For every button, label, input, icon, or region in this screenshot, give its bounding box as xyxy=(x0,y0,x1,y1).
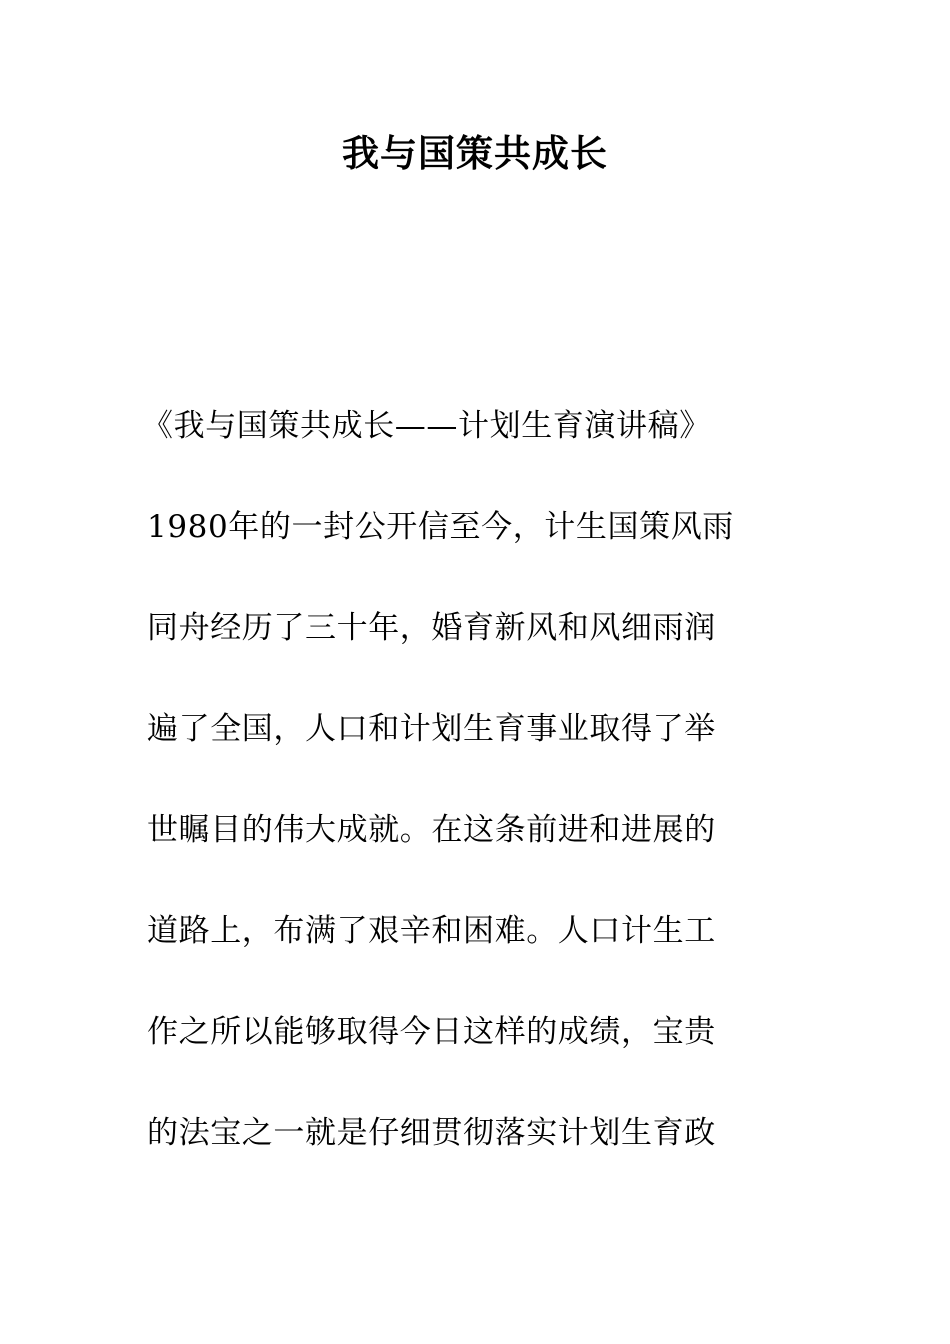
body-line: 道路上，布满了艰辛和困难。人口计生工 xyxy=(147,913,716,949)
body-line: 同舟经历了三十年，婚育新风和风细雨润 xyxy=(147,610,716,646)
body-line: 遍了全国，人口和计划生育事业取得了举 xyxy=(147,711,716,747)
body-line: 的法宝之一就是仔细贯彻落实计划生育政 xyxy=(147,1115,716,1151)
body-line: 世瞩目的伟大成就。在这条前进和进展的 xyxy=(147,812,716,848)
body-line-subtitle: 《我与国策共成长——计划生育演讲稿》 xyxy=(142,408,711,444)
document-title: 我与国策共成长 xyxy=(342,131,608,175)
body-line: 1980年的一封公开信至今，计生国策风雨 xyxy=(147,509,734,545)
document-body xyxy=(142,400,787,1208)
body-line: 作之所以能够取得今日这样的成绩，宝贵 xyxy=(147,1014,716,1050)
